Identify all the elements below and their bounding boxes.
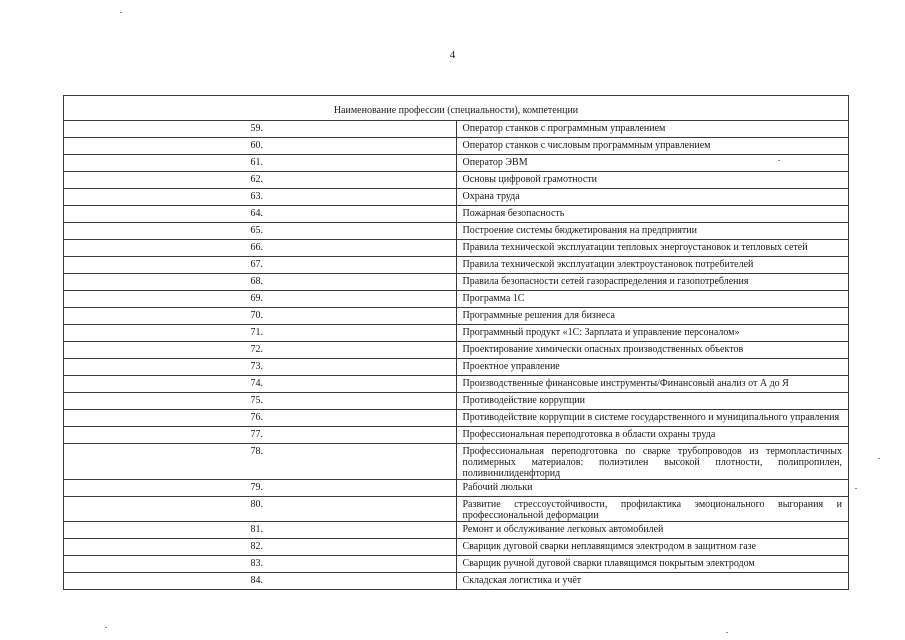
row-number: 72. <box>64 342 457 359</box>
table-row <box>64 444 849 480</box>
table-row <box>64 376 849 393</box>
table-body <box>64 121 849 590</box>
row-number: 77. <box>64 427 457 444</box>
row-number: 59. <box>64 121 457 138</box>
table-row <box>64 172 849 189</box>
row-profession-name: Программные решения для бизнеса <box>456 308 849 325</box>
table-header-row <box>64 96 849 121</box>
row-number: 84. <box>64 573 457 590</box>
row-profession-name: Сварщик ручной дуговой сварки плавящимся покрытым электродом <box>456 556 849 573</box>
row-number: 79. <box>64 480 457 497</box>
row-profession-name: Производственные финансовые инструменты/Финансовый анализ от А до Я <box>456 376 849 393</box>
professions-table <box>63 95 849 590</box>
table-row <box>64 393 849 410</box>
row-profession-name: Основы цифровой грамотности <box>456 172 849 189</box>
row-profession-name: Ремонт и обслуживание легковых автомобилей <box>456 522 849 539</box>
row-profession-name: Пожарная безопасность <box>456 206 849 223</box>
row-number: 69. <box>64 291 457 308</box>
row-number: 67. <box>64 257 457 274</box>
row-profession-name: Оператор станков с числовым программным управлением <box>456 138 849 155</box>
table-row <box>64 189 849 206</box>
table-header <box>64 96 849 121</box>
row-number: 71. <box>64 325 457 342</box>
table-row <box>64 291 849 308</box>
table-row <box>64 240 849 257</box>
table-row <box>64 359 849 376</box>
column-header-profession-name: Наименование профессии (специальности), компетенции <box>64 96 849 121</box>
row-profession-name: Оператор ЭВМ <box>456 155 849 172</box>
row-profession-name: Противодействие коррупции <box>456 393 849 410</box>
row-profession-name: Рабочий люльки <box>456 480 849 497</box>
row-number: 68. <box>64 274 457 291</box>
table-row <box>64 522 849 539</box>
row-profession-name: Оператор станков с программным управлением <box>456 121 849 138</box>
row-profession-name: Правила технической эксплуатации тепловых энергоустановок и тепловых сетей <box>456 240 849 257</box>
row-number: 70. <box>64 308 457 325</box>
row-profession-name: Складская логистика и учёт <box>456 573 849 590</box>
page-number: 4 <box>449 49 456 61</box>
row-number: 78. <box>64 444 457 480</box>
table-row <box>64 257 849 274</box>
table-row <box>64 497 849 522</box>
row-profession-name: Проектирование химически опасных производственных объектов <box>456 342 849 359</box>
row-profession-name: Программный продукт «1С: Зарплата и управление персоналом» <box>456 325 849 342</box>
table-row <box>64 308 849 325</box>
row-profession-name: Построение системы бюджетирования на предприятии <box>456 223 849 240</box>
row-profession-name: Профессиональная переподготовка по сварке трубопроводов из термопластичных полимерных материалов: полиэтилен высокой плотности, полипропилен, поливинилиденфторид <box>456 444 849 480</box>
row-profession-name: Сварщик дуговой сварки неплавящимся электродом в защитном газе <box>456 539 849 556</box>
row-number: 73. <box>64 359 457 376</box>
table-row <box>64 573 849 590</box>
row-number: 65. <box>64 223 457 240</box>
row-profession-name: Профессиональная переподготовка в области охраны труда <box>456 427 849 444</box>
row-number: 63. <box>64 189 457 206</box>
table-row <box>64 206 849 223</box>
row-number: 76. <box>64 410 457 427</box>
table-row <box>64 274 849 291</box>
table-row <box>64 342 849 359</box>
row-number: 83. <box>64 556 457 573</box>
row-profession-name: Правила безопасности сетей газораспределения и газопотребления <box>456 274 849 291</box>
table-row <box>64 155 849 172</box>
table-row <box>64 410 849 427</box>
row-profession-name: Противодействие коррупции в системе государственного и муниципального управления <box>456 410 849 427</box>
row-number: 60. <box>64 138 457 155</box>
table-row <box>64 480 849 497</box>
scan-speck <box>878 458 880 459</box>
row-number: 80. <box>64 497 457 522</box>
scan-speck <box>120 12 122 13</box>
table-row <box>64 223 849 240</box>
row-number: 62. <box>64 172 457 189</box>
row-profession-name: Проектное управление <box>456 359 849 376</box>
row-number: 74. <box>64 376 457 393</box>
scan-speck <box>855 488 857 489</box>
scan-speck <box>726 632 728 633</box>
table-row <box>64 427 849 444</box>
row-profession-name: Развитие стрессоустойчивости, профилактика эмоционального выгорания и профессиональной деформации <box>456 497 849 522</box>
table-row <box>64 556 849 573</box>
row-number: 75. <box>64 393 457 410</box>
table-row <box>64 325 849 342</box>
row-number: 66. <box>64 240 457 257</box>
scan-speck <box>105 627 107 628</box>
table-row <box>64 121 849 138</box>
row-profession-name: Охрана труда <box>456 189 849 206</box>
row-profession-name: Программа 1С <box>456 291 849 308</box>
row-number: 61. <box>64 155 457 172</box>
table-row <box>64 138 849 155</box>
scan-speck <box>778 160 780 161</box>
row-profession-name: Правила технической эксплуатации электроустановок потребителей <box>456 257 849 274</box>
table-row <box>64 539 849 556</box>
row-number: 81. <box>64 522 457 539</box>
row-number: 82. <box>64 539 457 556</box>
row-number: 64. <box>64 206 457 223</box>
